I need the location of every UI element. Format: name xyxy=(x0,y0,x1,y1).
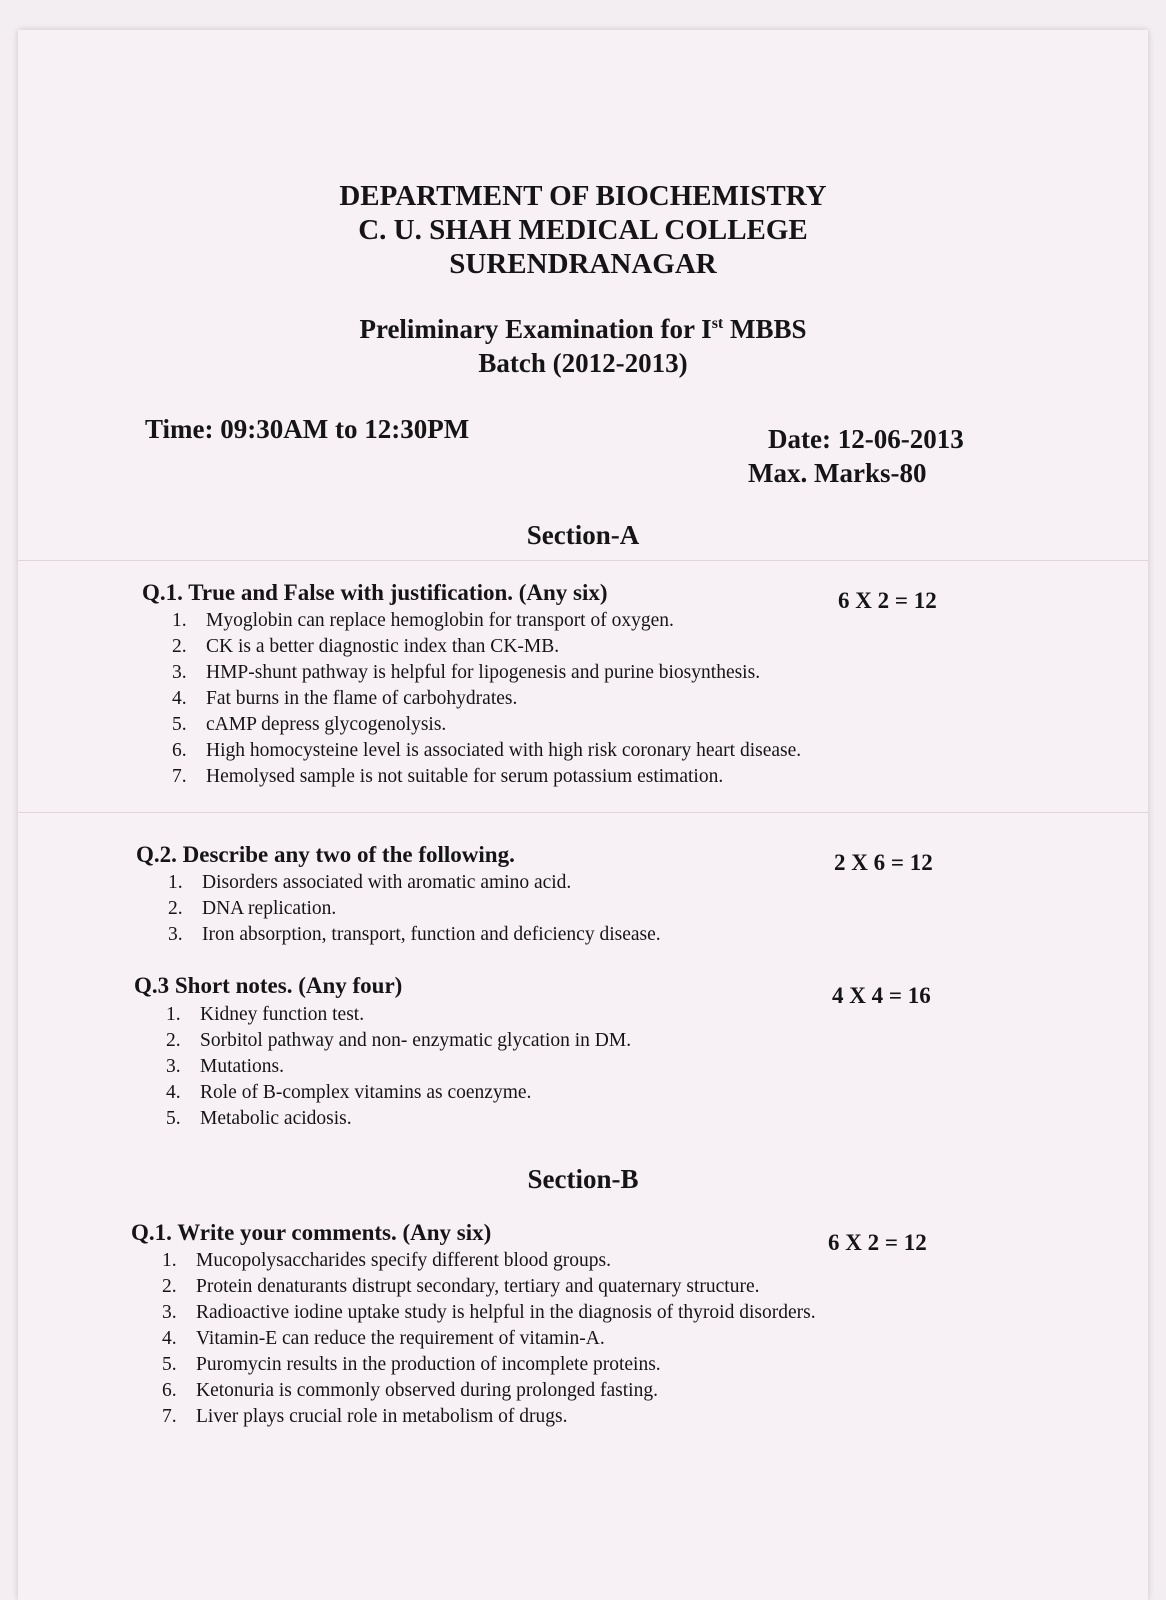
question-item-text: Fat burns in the flame of carbohydrates. xyxy=(206,688,518,709)
question-item-text: Protein denaturants distrupt secondary, tertiary and quaternary structure. xyxy=(196,1276,760,1297)
question-item-text: Ketonuria is commonly observed during prolonged fasting. xyxy=(196,1380,658,1401)
section-a-q1-marks: 6 X 2 = 12 xyxy=(838,588,937,613)
question-item-text: Metabolic acidosis. xyxy=(200,1108,352,1129)
section-a-title: Section-A xyxy=(526,520,640,550)
section-a-q2-heading: Q.2. Describe any two of the following. xyxy=(136,842,515,867)
question-item-text: HMP-shunt pathway is helpful for lipogenesis and purine biosynthesis. xyxy=(206,662,761,683)
question-item xyxy=(172,634,801,660)
question-item-number: 5. xyxy=(162,1354,177,1375)
question-item-number: 4. xyxy=(166,1082,181,1103)
question-item-text: DNA replication. xyxy=(202,898,337,919)
question-item xyxy=(168,870,661,896)
section-a-q3-heading: Q.3 Short notes. (Any four) xyxy=(134,973,403,998)
exam-date: Date: 12-06-2013 xyxy=(768,424,964,454)
question-item xyxy=(162,1300,816,1326)
question-item-text: Liver plays crucial role in metabolism of drugs. xyxy=(196,1406,568,1427)
question-item-text: Radioactive iodine uptake study is helpful in the diagnosis of thyroid disorders. xyxy=(196,1302,816,1323)
question-item-number: 5. xyxy=(166,1108,181,1129)
question-item-text: CK is a better diagnostic index than CK-MB. xyxy=(206,636,560,657)
question-item xyxy=(172,764,801,790)
question-item-text: Puromycin results in the production of incomplete proteins. xyxy=(196,1354,661,1375)
exam-title: Preliminary Examination for Ist MBBS xyxy=(359,314,807,344)
section-a-q3-marks: 4 X 4 = 16 xyxy=(832,983,931,1008)
question-item xyxy=(172,608,801,634)
question-item-number: 1. xyxy=(166,1004,181,1025)
question-item-number: 1. xyxy=(162,1250,177,1271)
question-item xyxy=(162,1274,816,1300)
question-item xyxy=(172,712,801,738)
question-item-text: Iron absorption, transport, function and deficiency disease. xyxy=(202,924,661,945)
question-item xyxy=(162,1378,816,1404)
question-item xyxy=(162,1404,816,1430)
question-item xyxy=(162,1248,816,1274)
question-item xyxy=(166,1028,631,1054)
section-b-q1-heading: Q.1. Write your comments. (Any six) xyxy=(131,1220,492,1245)
question-item-number: 2. xyxy=(172,636,187,657)
question-item-number: 6. xyxy=(172,740,187,761)
question-item-text: Mutations. xyxy=(200,1056,284,1077)
question-item-number: 3. xyxy=(162,1302,177,1323)
question-item-number: 7. xyxy=(162,1406,177,1427)
question-item-number: 3. xyxy=(166,1056,181,1077)
question-item-number: 7. xyxy=(172,766,187,787)
section-a-q2-marks: 2 X 6 = 12 xyxy=(834,850,933,875)
department-name: DEPARTMENT OF BIOCHEMISTRY xyxy=(339,180,827,212)
question-item xyxy=(166,1002,631,1028)
batch-label: Batch (2012-2013) xyxy=(478,348,688,378)
section-b-q1-marks: 6 X 2 = 12 xyxy=(828,1230,927,1255)
question-item-number: 5. xyxy=(172,714,187,735)
question-item xyxy=(168,896,661,922)
paper-fold-line xyxy=(18,812,1148,813)
question-item-number: 2. xyxy=(168,898,183,919)
question-item-text: Role of B-complex vitamins as coenzyme. xyxy=(200,1082,532,1103)
question-item-text: Disorders associated with aromatic amino acid. xyxy=(202,872,572,893)
question-item-number: 3. xyxy=(172,662,187,683)
question-item-number: 2. xyxy=(162,1276,177,1297)
section-a-q1-heading: Q.1. True and False with justification. (Any six) xyxy=(142,580,608,605)
question-item-number: 1. xyxy=(172,610,187,631)
question-item-text: Mucopolysaccharides specify different blood groups. xyxy=(196,1250,611,1271)
question-item xyxy=(162,1326,816,1352)
question-item xyxy=(168,922,661,948)
question-item xyxy=(166,1080,631,1106)
question-item xyxy=(162,1352,816,1378)
section-b-title: Section-B xyxy=(527,1164,639,1194)
question-item-text: Vitamin-E can reduce the requirement of vitamin-A. xyxy=(196,1328,605,1349)
question-item-number: 6. xyxy=(162,1380,177,1401)
question-item xyxy=(166,1106,631,1132)
question-item xyxy=(172,660,801,686)
question-item-number: 3. xyxy=(168,924,183,945)
question-item-text: cAMP depress glycogenolysis. xyxy=(206,714,447,735)
question-item-number: 4. xyxy=(172,688,187,709)
paper-fold-line xyxy=(18,560,1148,561)
exam-time: Time: 09:30AM to 12:30PM xyxy=(145,414,470,444)
section-a-q3-list xyxy=(166,1002,631,1132)
question-item-number: 2. xyxy=(166,1030,181,1051)
question-item xyxy=(166,1054,631,1080)
question-item-text: Myoglobin can replace hemoglobin for transport of oxygen. xyxy=(206,610,674,631)
max-marks: Max. Marks-80 xyxy=(748,458,927,488)
section-a-q2-list xyxy=(168,870,661,948)
question-item-number: 1. xyxy=(168,872,183,893)
section-b-q1-list xyxy=(162,1248,816,1430)
question-item-text: Hemolysed sample is not suitable for serum potassium estimation. xyxy=(206,766,724,787)
question-item xyxy=(172,686,801,712)
question-item-text: High homocysteine level is associated with high risk coronary heart disease. xyxy=(206,740,802,761)
question-item-number: 4. xyxy=(162,1328,177,1349)
city-name: SURENDRANAGAR xyxy=(449,248,717,280)
question-item-text: Kidney function test. xyxy=(200,1004,365,1025)
question-item-text: Sorbitol pathway and non- enzymatic glycation in DM. xyxy=(200,1030,632,1051)
section-a-q1-list xyxy=(172,608,801,790)
college-name: C. U. SHAH MEDICAL COLLEGE xyxy=(358,214,808,246)
question-item xyxy=(172,738,801,764)
